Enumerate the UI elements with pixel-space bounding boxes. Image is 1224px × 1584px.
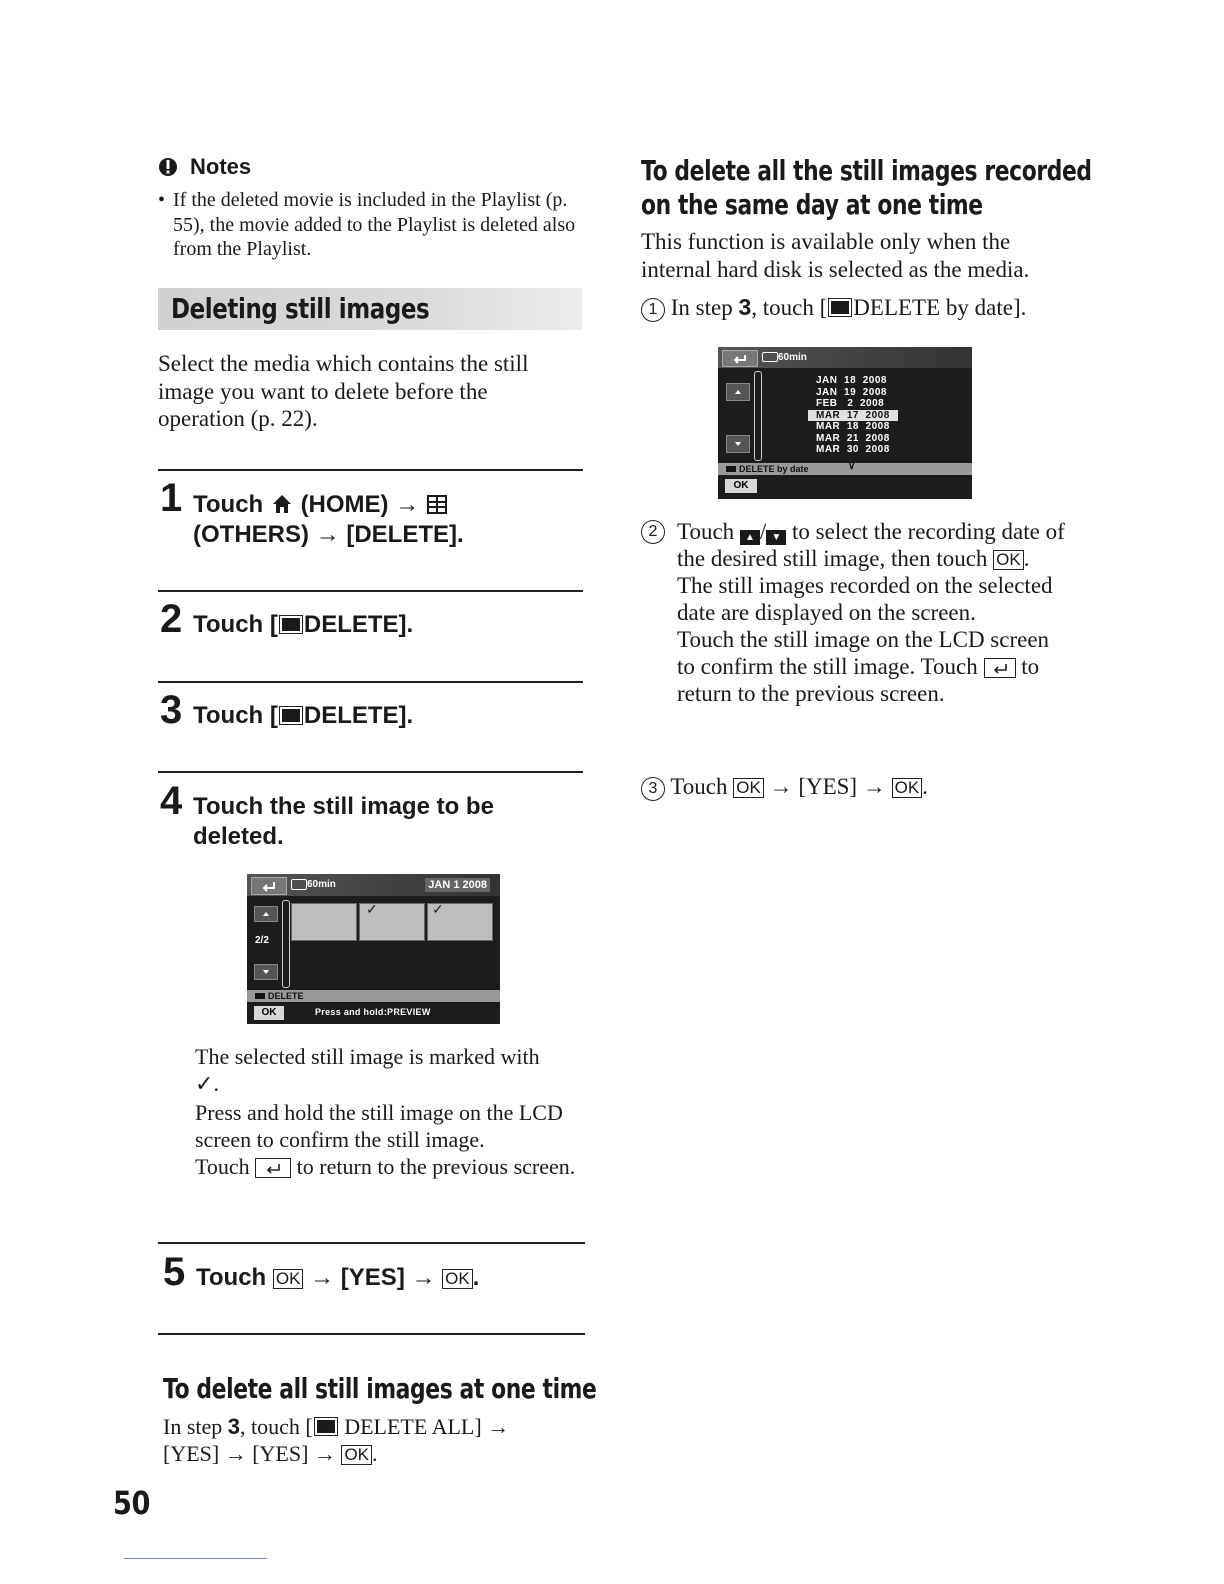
- ok-icon: OK: [273, 1269, 304, 1289]
- page-footer-line: [124, 1558, 267, 1559]
- up-arrow-icon: [255, 907, 277, 921]
- step-1-number: 1: [160, 476, 183, 520]
- checkmark-icon: ✓: [432, 901, 444, 917]
- ok-button[interactable]: OK: [725, 479, 757, 493]
- step-2-text: Touch [ DELETE].: [193, 611, 414, 638]
- checkmark-icon: ✓: [195, 1072, 214, 1098]
- media-icon: [291, 879, 307, 890]
- step-3-number: 3: [160, 688, 183, 732]
- page-indicator: 2/2: [255, 935, 269, 946]
- step-1-text: Touch (HOME) → (OTHERS) → [DELETE].: [193, 491, 464, 548]
- step-4-description: The selected still image is marked with ✓. Press and hold the still image on the LCD screen to confirm the still image. Touch to return to the previous screen.: [195, 1044, 576, 1180]
- thumbnail-selected[interactable]: [427, 903, 493, 941]
- ok-icon: OK: [892, 778, 923, 798]
- others-icon: [426, 493, 448, 515]
- notes-heading: [158, 153, 251, 181]
- return-icon: [723, 351, 757, 366]
- delete-icon: [726, 466, 736, 472]
- scrollbar[interactable]: [754, 371, 762, 461]
- ok-button[interactable]: OK: [254, 1006, 284, 1020]
- ok-icon: OK: [442, 1269, 473, 1289]
- return-button-icon: [255, 1158, 291, 1178]
- step-2-rule: [158, 590, 583, 592]
- date-row[interactable]: MAR 18 2008: [816, 421, 890, 432]
- lcd-screen-delete: [247, 874, 500, 1024]
- step-5-number: 5: [163, 1250, 186, 1294]
- preview-hint: Press and hold:PREVIEW: [315, 1007, 431, 1017]
- down-arrow-icon: [255, 965, 277, 979]
- lcd-screen-delete-by-date: [718, 347, 972, 499]
- lcd-date: JAN 1 2008: [425, 878, 490, 892]
- date-row[interactable]: MAR 21 2008: [816, 432, 890, 444]
- scroll-down-button[interactable]: [254, 964, 278, 980]
- down-arrow-icon: [727, 436, 749, 452]
- scroll-up-button[interactable]: [726, 383, 750, 401]
- delete-icon: [280, 616, 302, 633]
- step-5-end-rule: [158, 1333, 585, 1335]
- media-icon: [762, 352, 778, 362]
- by-date-step-2: 2 Touch ▲ / ▼ to select the recording date of the desired still image, then touch OK . The still images recorded on the selected date are displayed on the screen. Touch the still image on the LCD screen to confirm the still image. Touch to return to the previous screen.: [641, 518, 1071, 707]
- thumbnail-selected[interactable]: [359, 903, 425, 941]
- step-5-rule: [158, 1242, 585, 1244]
- step-2-number: 2: [160, 597, 183, 641]
- notes-item: • If the deleted movie is included in the Playlist (p. 55), the movie added to the Playlist is deleted also from the Playlist.: [158, 189, 576, 260]
- mode-label: DELETE: [268, 991, 304, 1001]
- capacity: 60min: [778, 352, 807, 363]
- section-title-bar: [158, 288, 582, 330]
- notes-icon: [158, 157, 178, 177]
- delete-icon: [255, 993, 265, 999]
- date-row[interactable]: MAR 30 2008: [816, 444, 890, 455]
- page-number: 50: [113, 1484, 151, 1522]
- up-arrow-icon: ▲: [740, 530, 760, 545]
- up-arrow-icon: [727, 384, 749, 400]
- step-3-rule: [158, 681, 583, 683]
- back-button[interactable]: [722, 350, 758, 367]
- step-4-text: Touch the still image to be deleted.: [193, 793, 494, 850]
- date-row[interactable]: JAN 19 2008: [816, 386, 887, 398]
- home-icon: [272, 494, 292, 514]
- notes-title: Notes: [190, 154, 252, 179]
- date-list: [808, 375, 898, 456]
- checkmark-icon: ✓: [366, 901, 378, 917]
- section-intro: Select the media which contains the still image you want to delete before the operation (p. 22).: [158, 351, 529, 431]
- by-date-step-3: 3 Touch OK → [YES] → OK .: [641, 773, 1071, 801]
- delete-icon: [315, 1418, 337, 1435]
- capacity: 60min: [307, 879, 336, 890]
- delete-icon: [829, 299, 851, 316]
- date-row[interactable]: FEB 2 2008: [816, 398, 885, 409]
- delete-all-text: In step 3, touch [ DELETE ALL] → [YES] → [YES] → OK .: [163, 1414, 510, 1466]
- date-row[interactable]: JAN 18 2008: [816, 375, 887, 386]
- mode-label: DELETE by date: [739, 464, 809, 474]
- scrollbar[interactable]: [282, 900, 290, 988]
- ok-icon: OK: [733, 778, 764, 798]
- date-row-selected[interactable]: MAR 17 2008: [808, 410, 898, 422]
- return-button-icon: [984, 658, 1016, 678]
- ok-icon: OK: [341, 1445, 372, 1465]
- scroll-down-button[interactable]: [726, 435, 750, 453]
- chevron-down-icon: ∨: [848, 461, 856, 472]
- back-button[interactable]: [251, 877, 287, 895]
- by-date-title: To delete all the still images recorded on the same day at one time: [641, 154, 1092, 221]
- scroll-up-button[interactable]: [254, 906, 278, 922]
- return-icon: [260, 1161, 286, 1175]
- thumbnail[interactable]: [291, 903, 357, 941]
- delete-all-title: To delete all still images at one time: [163, 1372, 597, 1405]
- return-icon: [988, 661, 1012, 675]
- section-title: Deleting still images: [171, 292, 430, 325]
- return-icon: [252, 878, 286, 894]
- by-date-step-1: 1 In step 3, touch [ DELETE by date].: [641, 294, 1071, 322]
- ok-icon: OK: [993, 550, 1024, 570]
- step-4-rule: [158, 771, 583, 773]
- step-3-text: Touch [ DELETE].: [193, 702, 414, 729]
- step-4-number: 4: [160, 779, 183, 823]
- by-date-intro: This function is available only when the internal hard disk is selected as the media.: [641, 229, 1030, 282]
- step-1-rule: [158, 469, 583, 471]
- delete-icon: [280, 707, 302, 724]
- step-5-text: Touch OK → [YES] → OK .: [196, 1264, 480, 1291]
- down-arrow-icon: ▼: [766, 530, 786, 545]
